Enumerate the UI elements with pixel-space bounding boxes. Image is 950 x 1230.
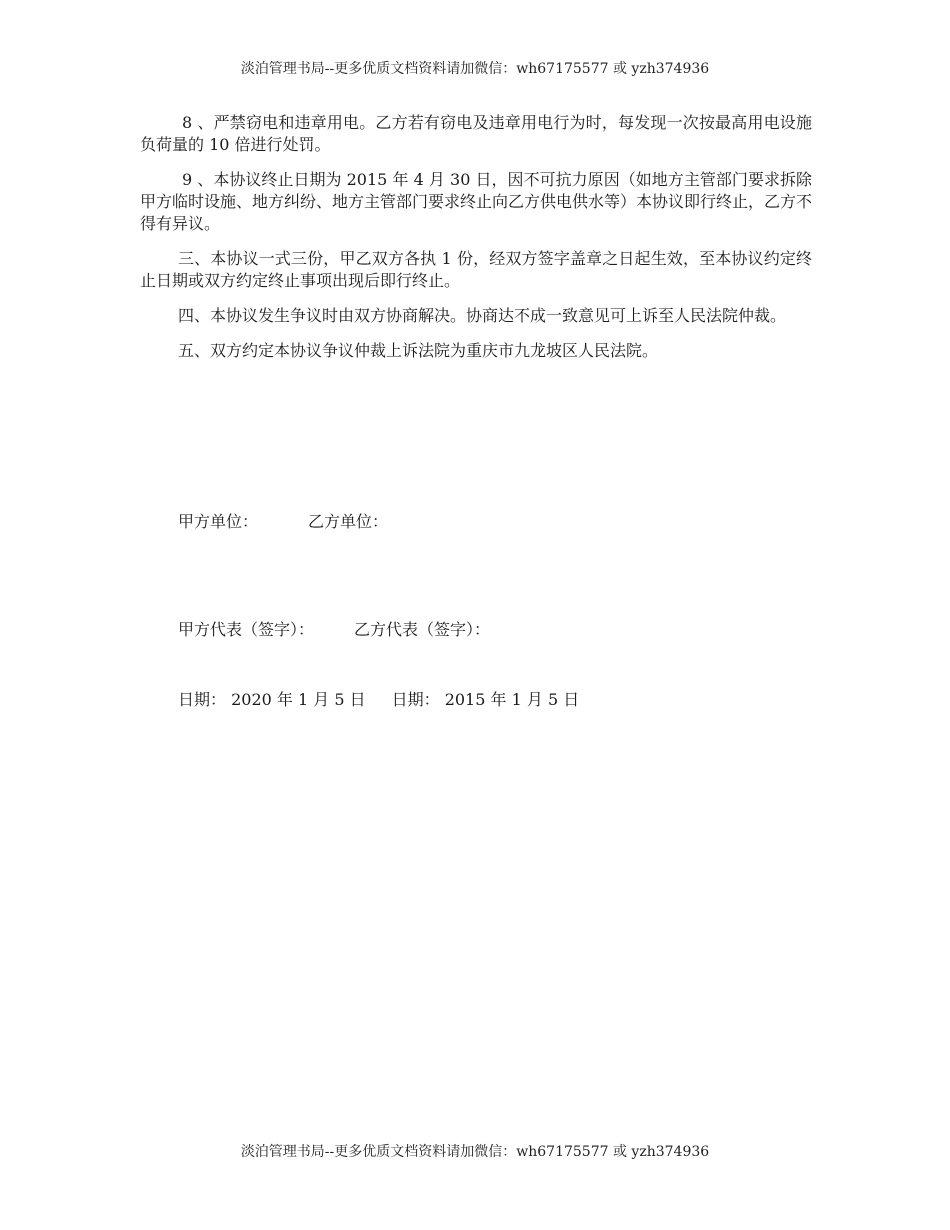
party-a-date: 日期： 2020 年 1 月 5 日 <box>178 690 366 709</box>
article-4: 四、本协议发生争议时由双方协商解决。协商达不成一致意见可上诉至人民法院仲裁。 <box>178 306 787 325</box>
page-footer: 淡泊管理书局--更多优质文档资料请加微信：wh67175577 或 yzh374936 <box>240 1144 710 1160</box>
party-a-rep-label: 甲方代表（签字）： <box>178 620 315 639</box>
article-3: 三、本协议一式三份，甲乙双方各执 1 份，经双方签字盖章之日起生效，至本协议约定终止日期或双方约定终止事项出现后即行终止。 <box>140 249 812 290</box>
clause-8: 8 、严禁窃电和违章用电。乙方若有窃电及违章用电行为时，每发现一次按最高用电设施负荷量的 10 倍进行处罚。 <box>140 113 812 154</box>
signature-dates-row <box>178 687 579 710</box>
page-header: 淡泊管理书局--更多优质文档资料请加微信：wh67175577 或 yzh374936 <box>240 61 710 77</box>
article-5: 五、双方约定本协议争议仲裁上诉法院为重庆市九龙坡区人民法院。 <box>178 341 659 360</box>
party-b-rep-label: 乙方代表（签字）： <box>354 620 491 639</box>
party-b-unit-label: 乙方单位： <box>308 512 389 531</box>
signature-units-row <box>178 509 388 532</box>
party-a-unit-label: 甲方单位： <box>178 512 259 531</box>
clause-9: 9 、本协议终止日期为 2015 年 4 月 30 日，因不可抗力原因（如地方主管部门要求拆除甲方临时设施、地方纠纷、地方主管部门要求终止向乙方供电供水等）本协议即行终止，乙方不得有异议。 <box>140 170 813 233</box>
party-b-date: 日期： 2015 年 1 月 5 日 <box>391 690 580 709</box>
document-body <box>140 112 812 375</box>
signature-representatives-row <box>178 617 490 640</box>
